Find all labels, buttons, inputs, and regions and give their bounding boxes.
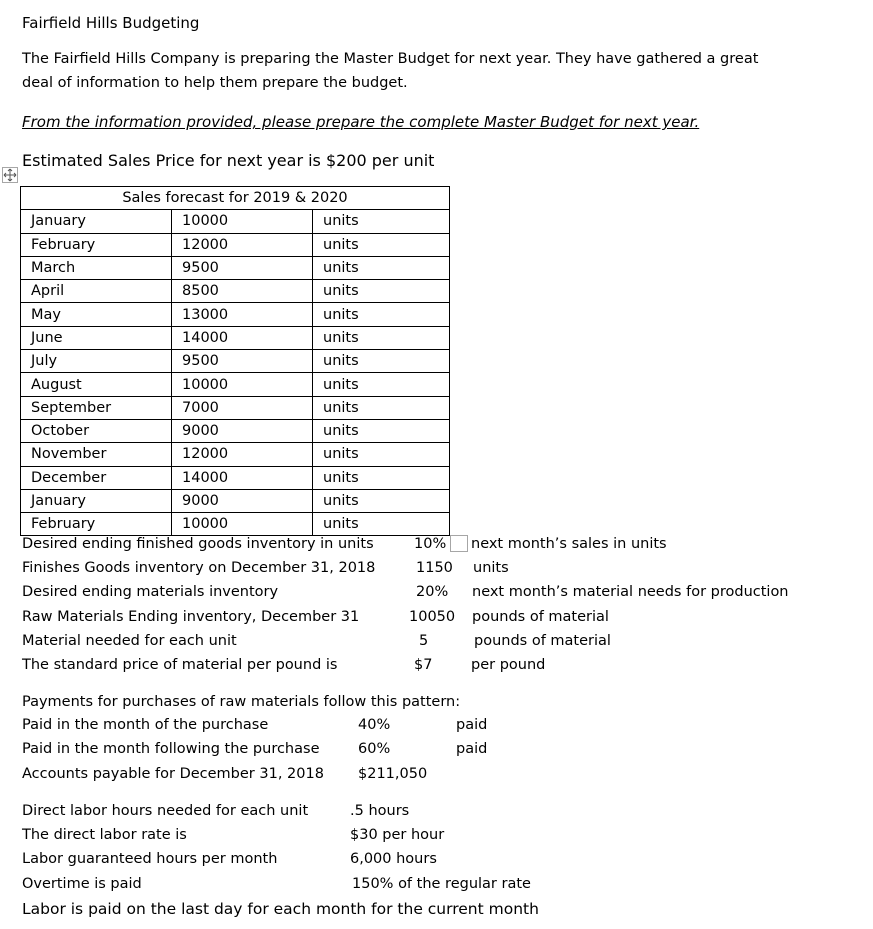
month-cell: January [21,210,172,233]
price-note: Estimated Sales Price for next year is $200 per unit [22,151,435,170]
unit-cell: units [313,233,450,256]
inventory-label: Material needed for each unit [22,633,237,649]
inventory-value: 5 [419,633,429,649]
unit-cell: units [313,326,450,349]
unit-cell: units [313,280,450,303]
payment-label: Accounts payable for December 31, 2018 [22,766,324,782]
labor-label: Direct labor hours needed for each unit [22,803,309,819]
inventory-label: Finishes Goods inventory on December 31, 2018 [22,560,376,576]
sales-table-header: Sales forecast for 2019 & 2020 [21,187,450,210]
unit-cell: units [313,373,450,396]
inventory-desc: next month’s material needs for production [472,584,789,600]
labor-value: $30 per hour [350,827,445,843]
table-row [21,210,450,233]
payments-heading: Payments for purchases of raw materials follow this pattern: [22,694,461,710]
labor-label: Labor guaranteed hours per month [22,851,278,867]
inventory-label: Raw Materials Ending inventory, December 31 [22,609,360,625]
month-cell: August [21,373,172,396]
value-cell: 10000 [172,210,313,233]
table-row [21,443,450,466]
table-row [21,256,450,279]
inventory-value: 10050 [409,609,456,625]
unit-cell: units [313,419,450,442]
month-cell: January [21,489,172,512]
empty-cell-marker [450,535,468,552]
month-cell: April [21,280,172,303]
unit-cell: units [313,443,450,466]
inventory-desc: units [473,560,509,576]
table-row [21,513,450,536]
value-cell: 9500 [172,256,313,279]
month-cell: July [21,350,172,373]
payment-value: $211,050 [358,766,428,782]
inventory-desc: next month’s sales in units [471,536,667,552]
value-cell: 12000 [172,443,313,466]
table-row [21,280,450,303]
month-cell: December [21,466,172,489]
value-cell: 8500 [172,280,313,303]
month-cell: September [21,396,172,419]
table-row [21,233,450,256]
table-row [21,419,450,442]
labor-value: 6,000 hours [350,851,437,867]
inventory-label: Desired ending materials inventory [22,584,279,600]
payment-label: Paid in the month following the purchase [22,741,320,757]
intro-line-2: deal of information to help them prepare the budget. [22,75,408,91]
sales-forecast-table [20,186,450,536]
inventory-value: 1150 [416,560,453,576]
value-cell: 7000 [172,396,313,419]
labor-value: .5 hours [350,803,410,819]
instruction-text: From the information provided, please prepare the complete Master Budget for next year. [22,113,700,131]
month-cell: March [21,256,172,279]
value-cell: 10000 [172,513,313,536]
value-cell: 9500 [172,350,313,373]
value-cell: 12000 [172,233,313,256]
value-cell: 14000 [172,466,313,489]
payment-value: 40% [358,717,391,733]
inventory-desc: pounds of material [474,633,611,649]
unit-cell: units [313,303,450,326]
document-title: Fairfield Hills Budgeting [22,14,200,32]
month-cell: October [21,419,172,442]
labor-label: The direct labor rate is [22,827,187,843]
table-row [21,466,450,489]
intro-line-1: The Fairfield Hills Company is preparing the Master Budget for next year. They have gathered a great [22,51,759,67]
inventory-value: $7 [414,657,433,673]
payment-desc: paid [456,741,488,757]
payment-desc: paid [456,717,488,733]
unit-cell: units [313,350,450,373]
table-row [21,303,450,326]
unit-cell: units [313,466,450,489]
value-cell: 10000 [172,373,313,396]
unit-cell: units [313,489,450,512]
table-row [21,489,450,512]
month-cell: May [21,303,172,326]
labor-value: 150% of the regular rate [352,876,531,892]
value-cell: 14000 [172,326,313,349]
unit-cell: units [313,396,450,419]
value-cell: 9000 [172,489,313,512]
value-cell: 13000 [172,303,313,326]
unit-cell: units [313,256,450,279]
payment-label: Paid in the month of the purchase [22,717,269,733]
unit-cell: units [313,210,450,233]
inventory-label: Desired ending finished goods inventory in units [22,536,374,552]
inventory-desc: per pound [471,657,546,673]
month-cell: June [21,326,172,349]
unit-cell: units [313,513,450,536]
table-row [21,326,450,349]
table-row [21,350,450,373]
inventory-desc: pounds of material [472,609,609,625]
labor-label: Overtime is paid [22,876,142,892]
inventory-value: 20% [416,584,449,600]
month-cell: February [21,233,172,256]
payment-value: 60% [358,741,391,757]
month-cell: November [21,443,172,466]
inventory-label: The standard price of material per pound is [22,657,338,673]
table-row [21,396,450,419]
table-row [21,373,450,396]
labor-footer: Labor is paid on the last day for each month for the current month [22,900,539,918]
month-cell: February [21,513,172,536]
value-cell: 9000 [172,419,313,442]
inventory-value: 10% [414,536,447,552]
table-move-handle-icon[interactable] [2,167,18,183]
